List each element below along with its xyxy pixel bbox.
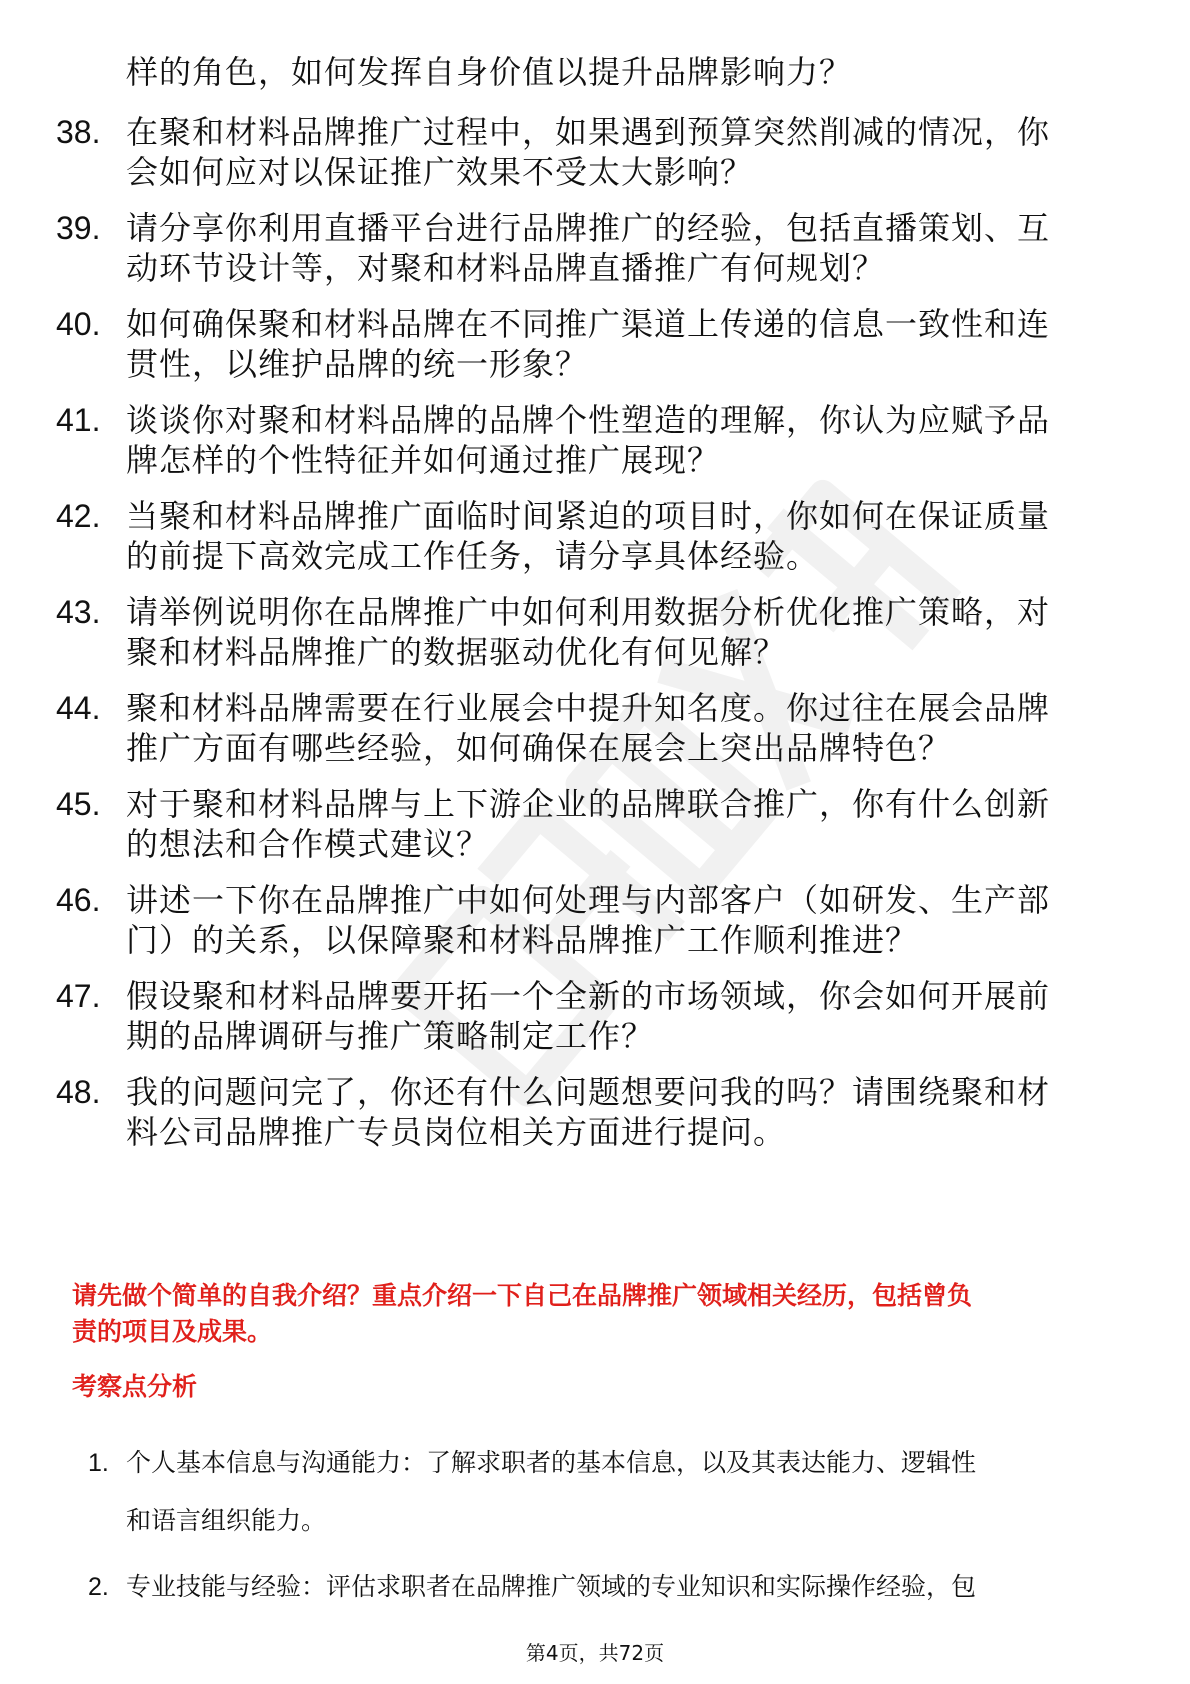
question-text: 聚和材料品牌需要在行业展会中提升知名度。你过往在展会品牌 推广方面有哪些经验，如何确保在展会上突出品牌特色？ — [126, 689, 1051, 767]
question-number: 42. — [56, 498, 101, 534]
question-number: 38. — [56, 114, 101, 150]
question-number: 43. — [56, 594, 101, 630]
question-number: 46. — [56, 882, 101, 918]
question-text: 当聚和材料品牌推广面临时间紧迫的项目时，你如何在保证质量 的前提下高效完成工作任务，请分享具体经验。 — [126, 497, 1051, 575]
question-number: 41. — [56, 402, 101, 438]
question-number: 44. — [56, 690, 101, 726]
question-number: 45. — [56, 786, 101, 822]
question-text: 谈谈你对聚和材料品牌的品牌个性塑造的理解，你认为应赋予品 牌怎样的个性特征并如何通过推广展现？ — [126, 401, 1051, 479]
highlighted-interview-question: 请先做个简单的自我介绍？重点介绍一下自己在品牌推广领域相关经历，包括曾负 责的项目及成果。 — [72, 1281, 973, 1346]
question-text: 如何确保聚和材料品牌在不同推广渠道上传递的信息一致性和连 贯性，以维护品牌的统一形象？ — [126, 305, 1051, 383]
page-footer: 第4页，共72页 — [525, 1641, 665, 1665]
question-text: 请举例说明你在品牌推广中如何利用数据分析优化推广策略，对 聚和材料品牌推广的数据驱动优化有何见解？ — [126, 593, 1051, 671]
analysis-text: 个人基本信息与沟通能力：了解求职者的基本信息，以及其表达能力、逻辑性 和语言组织能力。 — [126, 1448, 977, 1535]
question-number: 48. — [56, 1074, 101, 1110]
continued-question-text: 样的角色，如何发挥自身价值以提升品牌影响力？ — [126, 53, 853, 91]
analysis-number: 2. — [88, 1573, 109, 1601]
question-text: 假设聚和材料品牌要开拓一个全新的市场领域，你会如何开展前 期的品牌调研与推广策略制定工作？ — [126, 977, 1051, 1055]
analysis-heading: 考察点分析 — [72, 1372, 198, 1401]
analysis-text: 专业技能与经验：评估求职者在品牌推广领域的专业知识和实际操作经验，包 — [126, 1572, 977, 1601]
analysis-number: 1. — [88, 1449, 109, 1477]
question-text: 对于聚和材料品牌与上下游企业的品牌联合推广，你有什么创新 的想法和合作模式建议？ — [126, 785, 1051, 863]
question-text: 讲述一下你在品牌推广中如何处理与内部客户（如研发、生产部 门）的关系，以保障聚和材料品牌推广工作顺利推进？ — [126, 881, 1051, 959]
question-number: 47. — [56, 978, 101, 1014]
question-number: 40. — [56, 306, 101, 342]
question-text: 请分享你利用直播平台进行品牌推广的经验，包括直播策划、互 动环节设计等，对聚和材料品牌直播推广有何规划？ — [126, 209, 1051, 287]
question-text: 我的问题问完了，你还有什么问题想要问我的吗？请围绕聚和材 料公司品牌推广专员岗位相关方面进行提问。 — [126, 1073, 1051, 1151]
question-number: 39. — [56, 210, 101, 246]
question-text: 在聚和材料品牌推广过程中，如果遇到预算突然削减的情况，你 会如何应对以保证推广效果不受太大影响？ — [126, 113, 1051, 191]
